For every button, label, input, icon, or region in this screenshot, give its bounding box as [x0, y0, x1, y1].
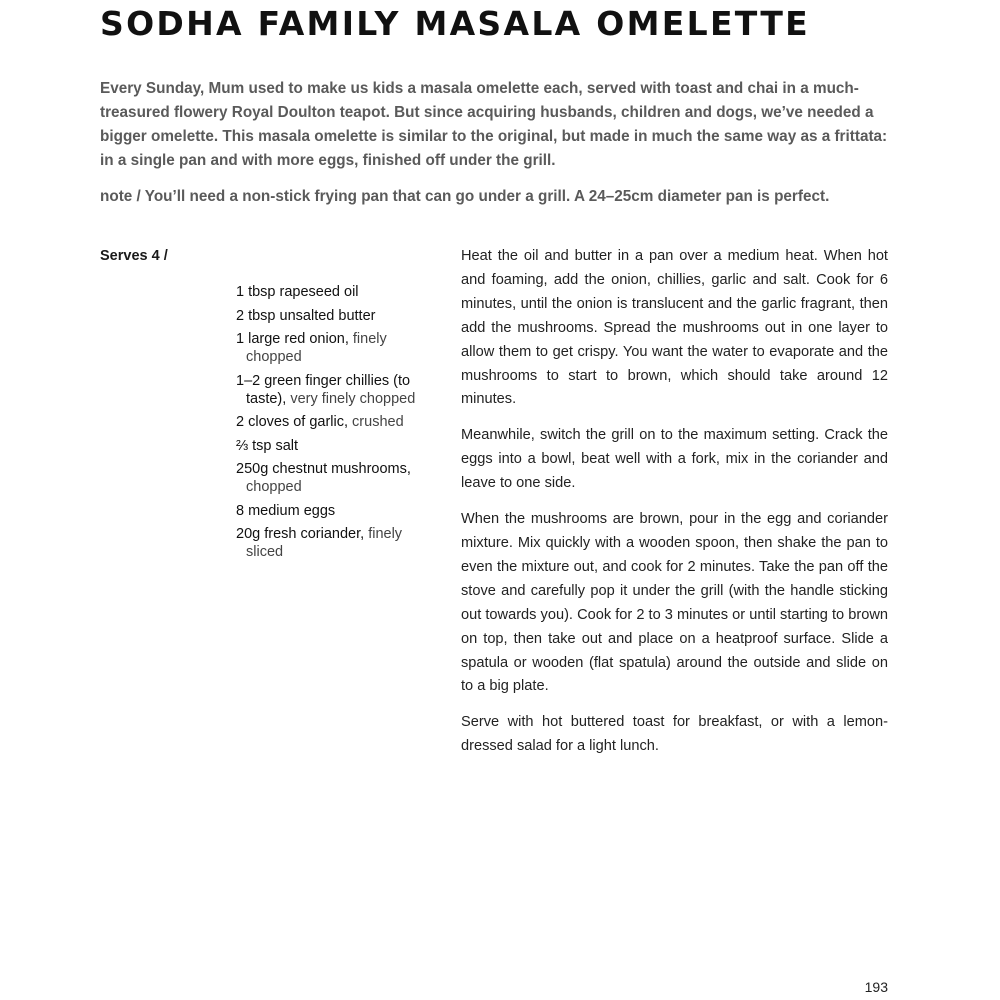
ingredient-item — [236, 372, 441, 408]
ingredient-detail: finely chopped — [246, 331, 387, 365]
recipe-title: SODHA FAMILY MASALA OMELETTE — [100, 4, 811, 43]
ingredient-item — [236, 502, 441, 520]
ingredient-detail: finely sliced — [246, 526, 403, 560]
ingredient-name: 1–2 green finger chillies (to taste), — [236, 372, 411, 407]
method-step: Heat the oil and butter in a pan over a medium heat. When hot and foaming, add the onion, chillies, garlic and salt. Cook for 6 minutes, until the onion is translucent and the garlic fragrant, then add the mushrooms. Spread the mushrooms out in one layer to allow them to get crispy. You want the water to evaporate and the mushrooms to start to brown, which should take around 12 minutes. — [461, 248, 888, 408]
ingredient-detail: very finely chopped — [286, 390, 416, 407]
ingredient-item — [236, 460, 441, 496]
ingredient-detail: crushed — [348, 414, 404, 430]
ingredient-name: 250g chestnut mushrooms, — [236, 461, 411, 477]
method-section — [461, 245, 888, 771]
recipe-intro: Every Sunday, Mum used to make us kids a masala omelette each, served with toast and chai in a much-treasured flowery Royal Doulton teapot. But since acquiring husbands, children and dogs, we’ve needed a bigger omelette. This masala omelette is similar to the original, but made in much the same way as a frittata: in a single pan and with more eggs, finished off under the grill. — [100, 80, 888, 169]
ingredient-item — [236, 413, 441, 431]
ingredient-name: 20g fresh coriander, — [236, 526, 365, 542]
ingredient-name: 1 large red onion, — [236, 331, 349, 347]
method-step: When the mushrooms are brown, pour in the egg and coriander mixture. Mix quickly with a wooden spoon, then shake the pan to even the mixture out, and cook for 2 minutes. Take the pan off the stove and carefully pop it under the grill (with the handle sticking out towards you). Cook for 2 to 3 minutes or until starting to brown on top, then take out and place on a heatproof surface. Slide a spatula or wooden (flat spatula) around the outside and slide on to a big plate. — [461, 511, 888, 695]
page-number: 193 — [864, 979, 888, 995]
ingredient-item — [236, 330, 441, 366]
ingredient-item — [236, 283, 441, 301]
ingredient-name: 2 tbsp unsalted butter — [236, 307, 376, 324]
ingredient-item — [236, 525, 441, 561]
ingredient-item — [236, 437, 441, 455]
ingredient-name: ⅔ tsp salt — [236, 437, 299, 454]
ingredient-detail: chopped — [246, 479, 302, 495]
ingredient-list — [236, 283, 441, 567]
method-step: Serve with hot buttered toast for breakfast, or with a lemon-dressed salad for a light lunch. — [461, 714, 888, 755]
ingredient-name: 8 medium eggs — [236, 502, 336, 519]
method-step: Meanwhile, switch the grill on to the maximum setting. Crack the eggs into a bowl, beat well with a fork, mix in the coriander and leave to one side. — [461, 427, 888, 492]
ingredient-name: 2 cloves of garlic, — [236, 414, 349, 430]
ingredient-item — [236, 307, 441, 325]
recipe-note: note / You’ll need a non-stick frying pan that can go under a grill. A 24–25cm diameter pan is perfect. — [100, 188, 830, 205]
serves-label: Serves 4 / — [100, 248, 168, 264]
ingredient-name: 1 tbsp rapeseed oil — [236, 284, 359, 300]
